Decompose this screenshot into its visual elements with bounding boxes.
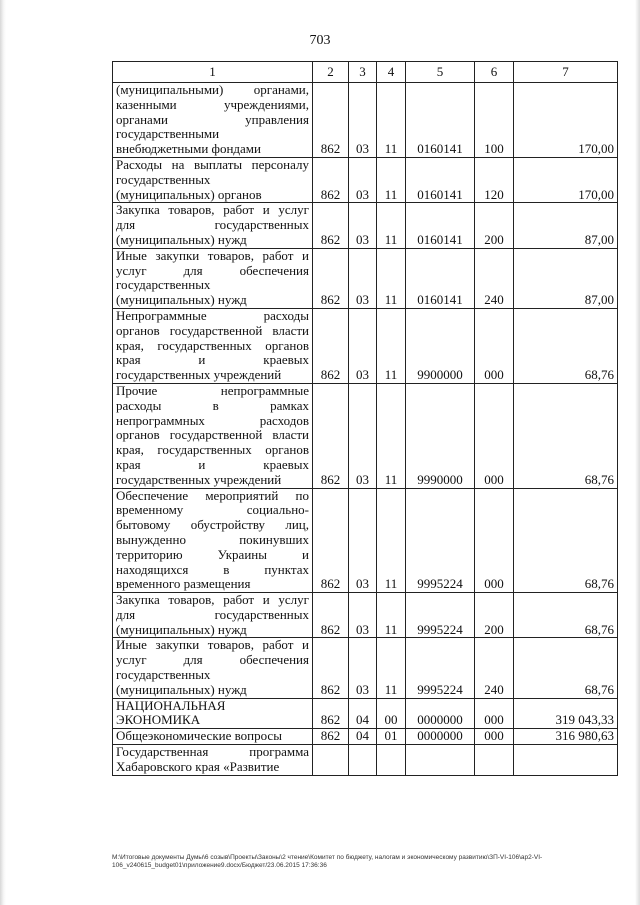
cell-expense-kind: 200 bbox=[475, 203, 514, 248]
cell-target-article: 9900000 bbox=[406, 308, 475, 383]
cell-section: 03 bbox=[349, 383, 377, 488]
cell-amount: 68,76 bbox=[514, 308, 618, 383]
cell-text-line: территорию Украины и bbox=[116, 546, 309, 562]
cell-code: 862 bbox=[313, 248, 349, 308]
table-row bbox=[113, 248, 618, 308]
cell-expense-name bbox=[113, 698, 313, 729]
cell-text-line: вынужденно покинувших bbox=[116, 531, 309, 547]
cell-text-line: государственных учреждений bbox=[116, 367, 282, 383]
cell-amount: 170,00 bbox=[514, 157, 618, 202]
cell-section: 03 bbox=[349, 83, 377, 158]
cell-expense-name bbox=[113, 83, 313, 158]
cell-expense-kind: 240 bbox=[475, 248, 514, 308]
cell-subsection: 11 bbox=[377, 203, 406, 248]
table-row bbox=[113, 593, 618, 638]
cell-code: 862 bbox=[313, 729, 349, 745]
cell-text-line: услуг для обеспечения bbox=[116, 262, 309, 278]
cell-section: 03 bbox=[349, 488, 377, 593]
cell-section: 04 bbox=[349, 729, 377, 745]
cell-target-article: 9995224 bbox=[406, 638, 475, 698]
cell-text-line: Обеспечение мероприятий по bbox=[116, 487, 309, 503]
cell-expense-name bbox=[113, 203, 313, 248]
cell-text-line: органами управления bbox=[116, 111, 309, 127]
cell-text-line: (муниципальных) нужд bbox=[116, 621, 247, 637]
cell-target-article: 0000000 bbox=[406, 698, 475, 729]
cell-target-article: 9995224 bbox=[406, 488, 475, 593]
table-row bbox=[113, 745, 618, 776]
cell-subsection: 11 bbox=[377, 488, 406, 593]
cell-text-line: (муниципальных) нужд bbox=[116, 292, 247, 308]
cell-text-line: (муниципальных) органов bbox=[116, 186, 262, 202]
table-header bbox=[113, 62, 618, 83]
page-number: 703 bbox=[309, 33, 331, 48]
cell-text-line: бытовому обустройству лиц, bbox=[116, 517, 309, 533]
footer-line: 106_v240615_budget01\приложение9.docx/Бюджет/23.06.2015 17:36:36 bbox=[112, 862, 327, 869]
cell-text-line: ЭКОНОМИКА bbox=[116, 712, 201, 728]
scan-edge-right bbox=[635, 0, 640, 905]
header-col-7: 7 bbox=[514, 62, 618, 83]
table-row bbox=[113, 698, 618, 729]
cell-target-article: 0160141 bbox=[406, 157, 475, 202]
cell-expense-kind: 000 bbox=[475, 308, 514, 383]
cell-expense-kind: 240 bbox=[475, 638, 514, 698]
cell-subsection: 00 bbox=[377, 698, 406, 729]
cell-text-line: НАЦИОНАЛЬНАЯ bbox=[116, 697, 226, 713]
cell-text-line: Прочие непрограммные bbox=[116, 382, 309, 398]
cell-expense-name bbox=[113, 488, 313, 593]
cell-text-line: государственных bbox=[116, 667, 211, 683]
cell-code: 862 bbox=[313, 638, 349, 698]
cell-text-line: (муниципальных) нужд bbox=[116, 231, 247, 247]
cell-section: 03 bbox=[349, 157, 377, 202]
cell-section bbox=[349, 745, 377, 776]
table-row bbox=[113, 729, 618, 745]
cell-text-line: государственных bbox=[116, 171, 211, 187]
cell-section: 03 bbox=[349, 203, 377, 248]
cell-text-line: Иные закупки товаров, работ и bbox=[116, 247, 309, 263]
header-col-3: 3 bbox=[349, 62, 377, 83]
cell-text-line: непрограммных расходов bbox=[116, 412, 309, 428]
cell-target-article: 9995224 bbox=[406, 593, 475, 638]
cell-text-line: для государственных bbox=[116, 606, 309, 622]
cell-expense-kind: 000 bbox=[475, 698, 514, 729]
table-row bbox=[113, 203, 618, 248]
cell-subsection: 11 bbox=[377, 638, 406, 698]
cell-expense-kind: 000 bbox=[475, 729, 514, 745]
file-path-footer bbox=[112, 854, 617, 870]
cell-code: 862 bbox=[313, 593, 349, 638]
table-row bbox=[113, 383, 618, 488]
cell-target-article: 0160141 bbox=[406, 248, 475, 308]
cell-target-article: 9990000 bbox=[406, 383, 475, 488]
cell-text-line: государственных учреждений bbox=[116, 471, 282, 487]
cell-amount: 316 980,63 bbox=[514, 729, 618, 745]
cell-amount: 68,76 bbox=[514, 488, 618, 593]
table-row bbox=[113, 157, 618, 202]
cell-expense-name bbox=[113, 593, 313, 638]
cell-text-line: края, государственных органов bbox=[116, 442, 309, 458]
cell-code: 862 bbox=[313, 488, 349, 593]
cell-code: 862 bbox=[313, 83, 349, 158]
cell-amount: 68,76 bbox=[514, 383, 618, 488]
cell-amount: 68,76 bbox=[514, 593, 618, 638]
cell-expense-name bbox=[113, 745, 313, 776]
cell-text-line: временному социально- bbox=[116, 502, 309, 518]
cell-text-line: Закупка товаров, работ и услуг bbox=[116, 202, 309, 218]
cell-code: 862 bbox=[313, 157, 349, 202]
cell-section: 03 bbox=[349, 308, 377, 383]
cell-code: 862 bbox=[313, 698, 349, 729]
cell-expense-name bbox=[113, 638, 313, 698]
cell-code: 862 bbox=[313, 308, 349, 383]
cell-subsection: 11 bbox=[377, 308, 406, 383]
cell-amount: 87,00 bbox=[514, 203, 618, 248]
cell-text-line: для государственных bbox=[116, 217, 309, 233]
header-col-2: 2 bbox=[313, 62, 349, 83]
cell-text-line: казенными учреждениями, bbox=[116, 96, 309, 112]
cell-text-line: края, государственных органов bbox=[116, 337, 309, 353]
cell-target-article: 0160141 bbox=[406, 203, 475, 248]
cell-section: 03 bbox=[349, 593, 377, 638]
cell-subsection: 11 bbox=[377, 248, 406, 308]
cell-text-line: государственных bbox=[116, 277, 211, 293]
cell-section: 03 bbox=[349, 248, 377, 308]
table-body bbox=[113, 83, 618, 776]
table-header-row bbox=[113, 62, 618, 83]
cell-text-line: органов государственной власти bbox=[116, 427, 309, 443]
cell-subsection: 11 bbox=[377, 593, 406, 638]
cell-text-line: Закупка товаров, работ и услуг bbox=[116, 592, 309, 608]
cell-text-line: временного размещения bbox=[116, 576, 251, 592]
cell-text-line: государственными bbox=[116, 126, 220, 142]
cell-subsection: 11 bbox=[377, 157, 406, 202]
cell-subsection: 11 bbox=[377, 83, 406, 158]
cell-expense-kind bbox=[475, 745, 514, 776]
cell-amount bbox=[514, 745, 618, 776]
cell-code bbox=[313, 745, 349, 776]
header-col-6: 6 bbox=[475, 62, 514, 83]
cell-section: 03 bbox=[349, 638, 377, 698]
cell-amount: 87,00 bbox=[514, 248, 618, 308]
table-row bbox=[113, 308, 618, 383]
cell-text-line: Иные закупки товаров, работ и bbox=[116, 637, 309, 653]
cell-text-line: находящихся в пунктах bbox=[116, 561, 309, 577]
cell-code: 862 bbox=[313, 383, 349, 488]
cell-text-line: услуг для обеспечения bbox=[116, 652, 309, 668]
cell-text-line: расходы в рамках bbox=[116, 397, 309, 413]
cell-expense-kind: 100 bbox=[475, 83, 514, 158]
header-col-4: 4 bbox=[377, 62, 406, 83]
cell-expense-kind: 000 bbox=[475, 488, 514, 593]
cell-text-line: (муниципальных) нужд bbox=[116, 681, 247, 697]
cell-expense-name bbox=[113, 729, 313, 745]
cell-subsection: 11 bbox=[377, 383, 406, 488]
cell-amount: 68,76 bbox=[514, 638, 618, 698]
table-row bbox=[113, 83, 618, 158]
cell-expense-kind: 200 bbox=[475, 593, 514, 638]
header-col-1: 1 bbox=[113, 62, 313, 83]
table-row bbox=[113, 488, 618, 593]
cell-subsection bbox=[377, 745, 406, 776]
cell-amount: 319 043,33 bbox=[514, 698, 618, 729]
cell-text-line: Расходы на выплаты персоналу bbox=[116, 156, 309, 172]
cell-expense-name bbox=[113, 248, 313, 308]
cell-expense-name bbox=[113, 308, 313, 383]
cell-code: 862 bbox=[313, 203, 349, 248]
cell-text-line: края и краевых bbox=[116, 352, 309, 368]
cell-text-line: (муниципальными) органами, bbox=[116, 82, 309, 97]
cell-text-line: Непрограммные расходы bbox=[116, 307, 309, 323]
cell-target-article bbox=[406, 745, 475, 776]
cell-expense-name bbox=[113, 383, 313, 488]
scan-edge-left bbox=[0, 0, 6, 905]
cell-section: 04 bbox=[349, 698, 377, 729]
cell-expense-kind: 000 bbox=[475, 383, 514, 488]
cell-expense-kind: 120 bbox=[475, 157, 514, 202]
cell-text-line: края и краевых bbox=[116, 456, 309, 472]
cell-subsection: 01 bbox=[377, 729, 406, 745]
footer-line: M:\Итоговые документы Думы\6 созыв\Проекты\Законы\2 чтение\Комитет по бюджету, налогам и экономическому развитию\ЗП-VI-106\ap2-VI- bbox=[112, 854, 543, 861]
cell-target-article: 0160141 bbox=[406, 83, 475, 158]
cell-text-line: Общеэкономические вопросы bbox=[116, 728, 282, 744]
budget-table bbox=[112, 61, 618, 776]
table-row bbox=[113, 638, 618, 698]
cell-expense-name bbox=[113, 157, 313, 202]
cell-text-line: Хабаровского края «Развитие bbox=[116, 758, 280, 774]
header-col-5: 5 bbox=[406, 62, 475, 83]
cell-amount: 170,00 bbox=[514, 83, 618, 158]
cell-text-line: внебюджетными фондами bbox=[116, 141, 261, 157]
cell-text-line: Государственная программа bbox=[116, 744, 309, 760]
cell-target-article: 0000000 bbox=[406, 729, 475, 745]
cell-text-line: органов государственной власти bbox=[116, 322, 309, 338]
